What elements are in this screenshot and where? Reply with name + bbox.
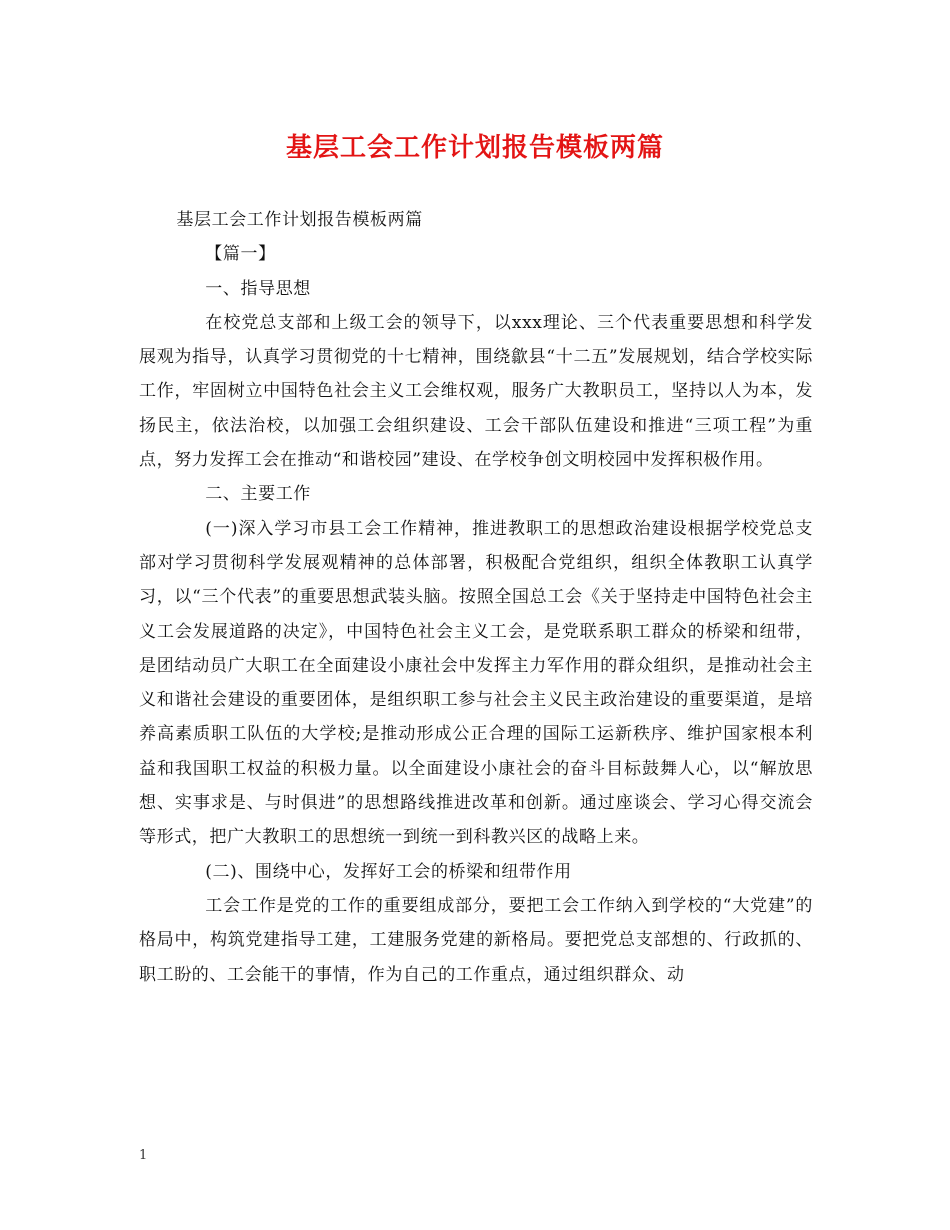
page-number: 1 (139, 1148, 148, 1163)
subtitle-paragraph: 基层工会工作计划报告模板两篇 (176, 210, 423, 230)
paragraph-work-item-one: (一)深入学习市县工会工作精神，推进教职工的思想政治建设根据学校党总支部对学习贯彻科学发展观精神的总体部署，积极配合党组织，组织全体教职工认真学习，以“三个代表”的重要思想武装头脑。按照全国总工会《关于坚持走中国特色社会主义工会发展道路的决定》，中国特色社会主义工会，是党联系职工群众的桥梁和纽带，是团结动员广大职工在全面建设小康社会中发挥主力军作用的群众组织，是推动社会主义和谐社会建设的重要团体，是组织职工参与社会主义民主政治建设的重要渠道，是培养高素质职工队伍的大学校;是推动形成公正合理的国际工运新秩序、维护国家根本利益和我国职工权益的积极力量。以全面建设小康社会的奋斗目标鼓舞人心，以“解放思想、实事求是、与时俱进”的思想路线推进改革和创新。通过座谈会、学习心得交流会等形式，把广大教职工的思想统一到统一到科教兴区的战略上来。 (139, 518, 813, 848)
document-title: 基层工会工作计划报告模板两篇 (285, 133, 664, 163)
paragraph-guiding-ideology: 在校党总支部和上级工会的领导下，以xxx理论、三个代表重要思想和科学发展观为指导，认真学习贯彻党的十七精神，围绕歙县“十二五”发展规划，结合学校实际工作，牢固树立中国特色社会主义工会维权观，服务广大教职员工，坚持以人为本，发扬民主，依法治校，以加强工会组织建设、工会干部队伍建设和推进“三项工程”为重点，努力发挥工会在推动“和谐校园”建设、在学校争创文明校园中发挥积极作用。 (139, 312, 813, 471)
section-label-part-one: 【篇一】 (205, 244, 276, 265)
paragraph-work-item-two: 工会工作是党的工作的重要组成部分，要把工会工作纳入到学校的“大党建”的格局中，构筑党建指导工建，工建服务党建的新格局。要把党总支部想的、行政抓的、职工盼的、工会能干的事情，作为自己的工作重点，通过组织群众、动 (139, 895, 813, 985)
heading-work-item-two: (二)、围绕中心，发挥好工会的桥梁和纽带作用 (205, 861, 572, 882)
heading-main-work: 二、主要工作 (205, 484, 311, 505)
document-body (139, 203, 813, 992)
heading-guiding-ideology: 一、指导思想 (205, 278, 311, 299)
